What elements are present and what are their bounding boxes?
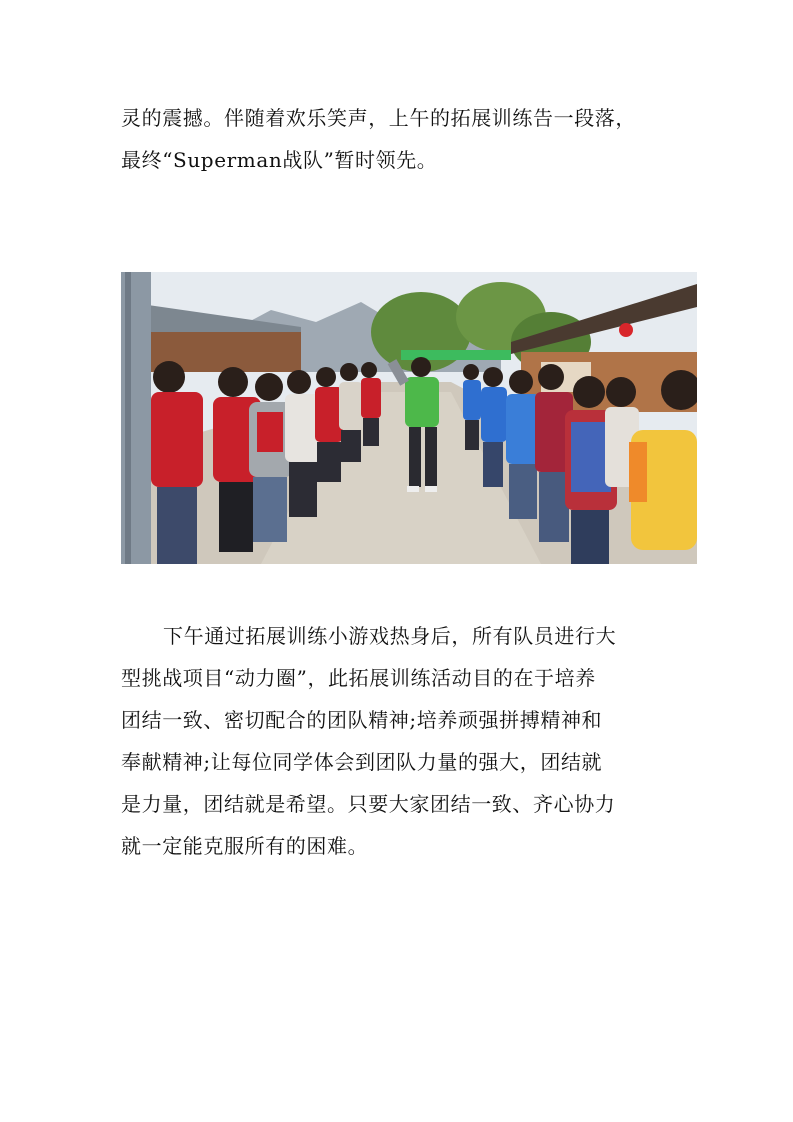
paragraph-top [121, 97, 681, 181]
team-activity-photo [121, 272, 697, 564]
text-line: 下午通过拓展训练小游戏热身后，所有队员进行大 [163, 624, 617, 648]
text-line: 型挑战项目“动力圈”，此拓展训练活动目的在于培养 [121, 666, 596, 690]
text-line: 就一定能克服所有的困难。 [121, 834, 369, 858]
text-line: 团结一致、密切配合的团队精神;培养顽强拼搏精神和 [121, 708, 603, 732]
text-line: 最终“Superman战队”暂时领先。 [121, 148, 438, 172]
text-line: 是力量，团结就是希望。只要大家团结一致、齐心协力 [121, 792, 616, 816]
paragraph-bottom [121, 615, 681, 867]
text-line: 灵的震撼。伴随着欢乐笑声，上午的拓展训练告一段落， [121, 106, 636, 130]
text-line: 奉献精神;让每位同学体会到团队力量的强大，团结就 [121, 750, 603, 774]
